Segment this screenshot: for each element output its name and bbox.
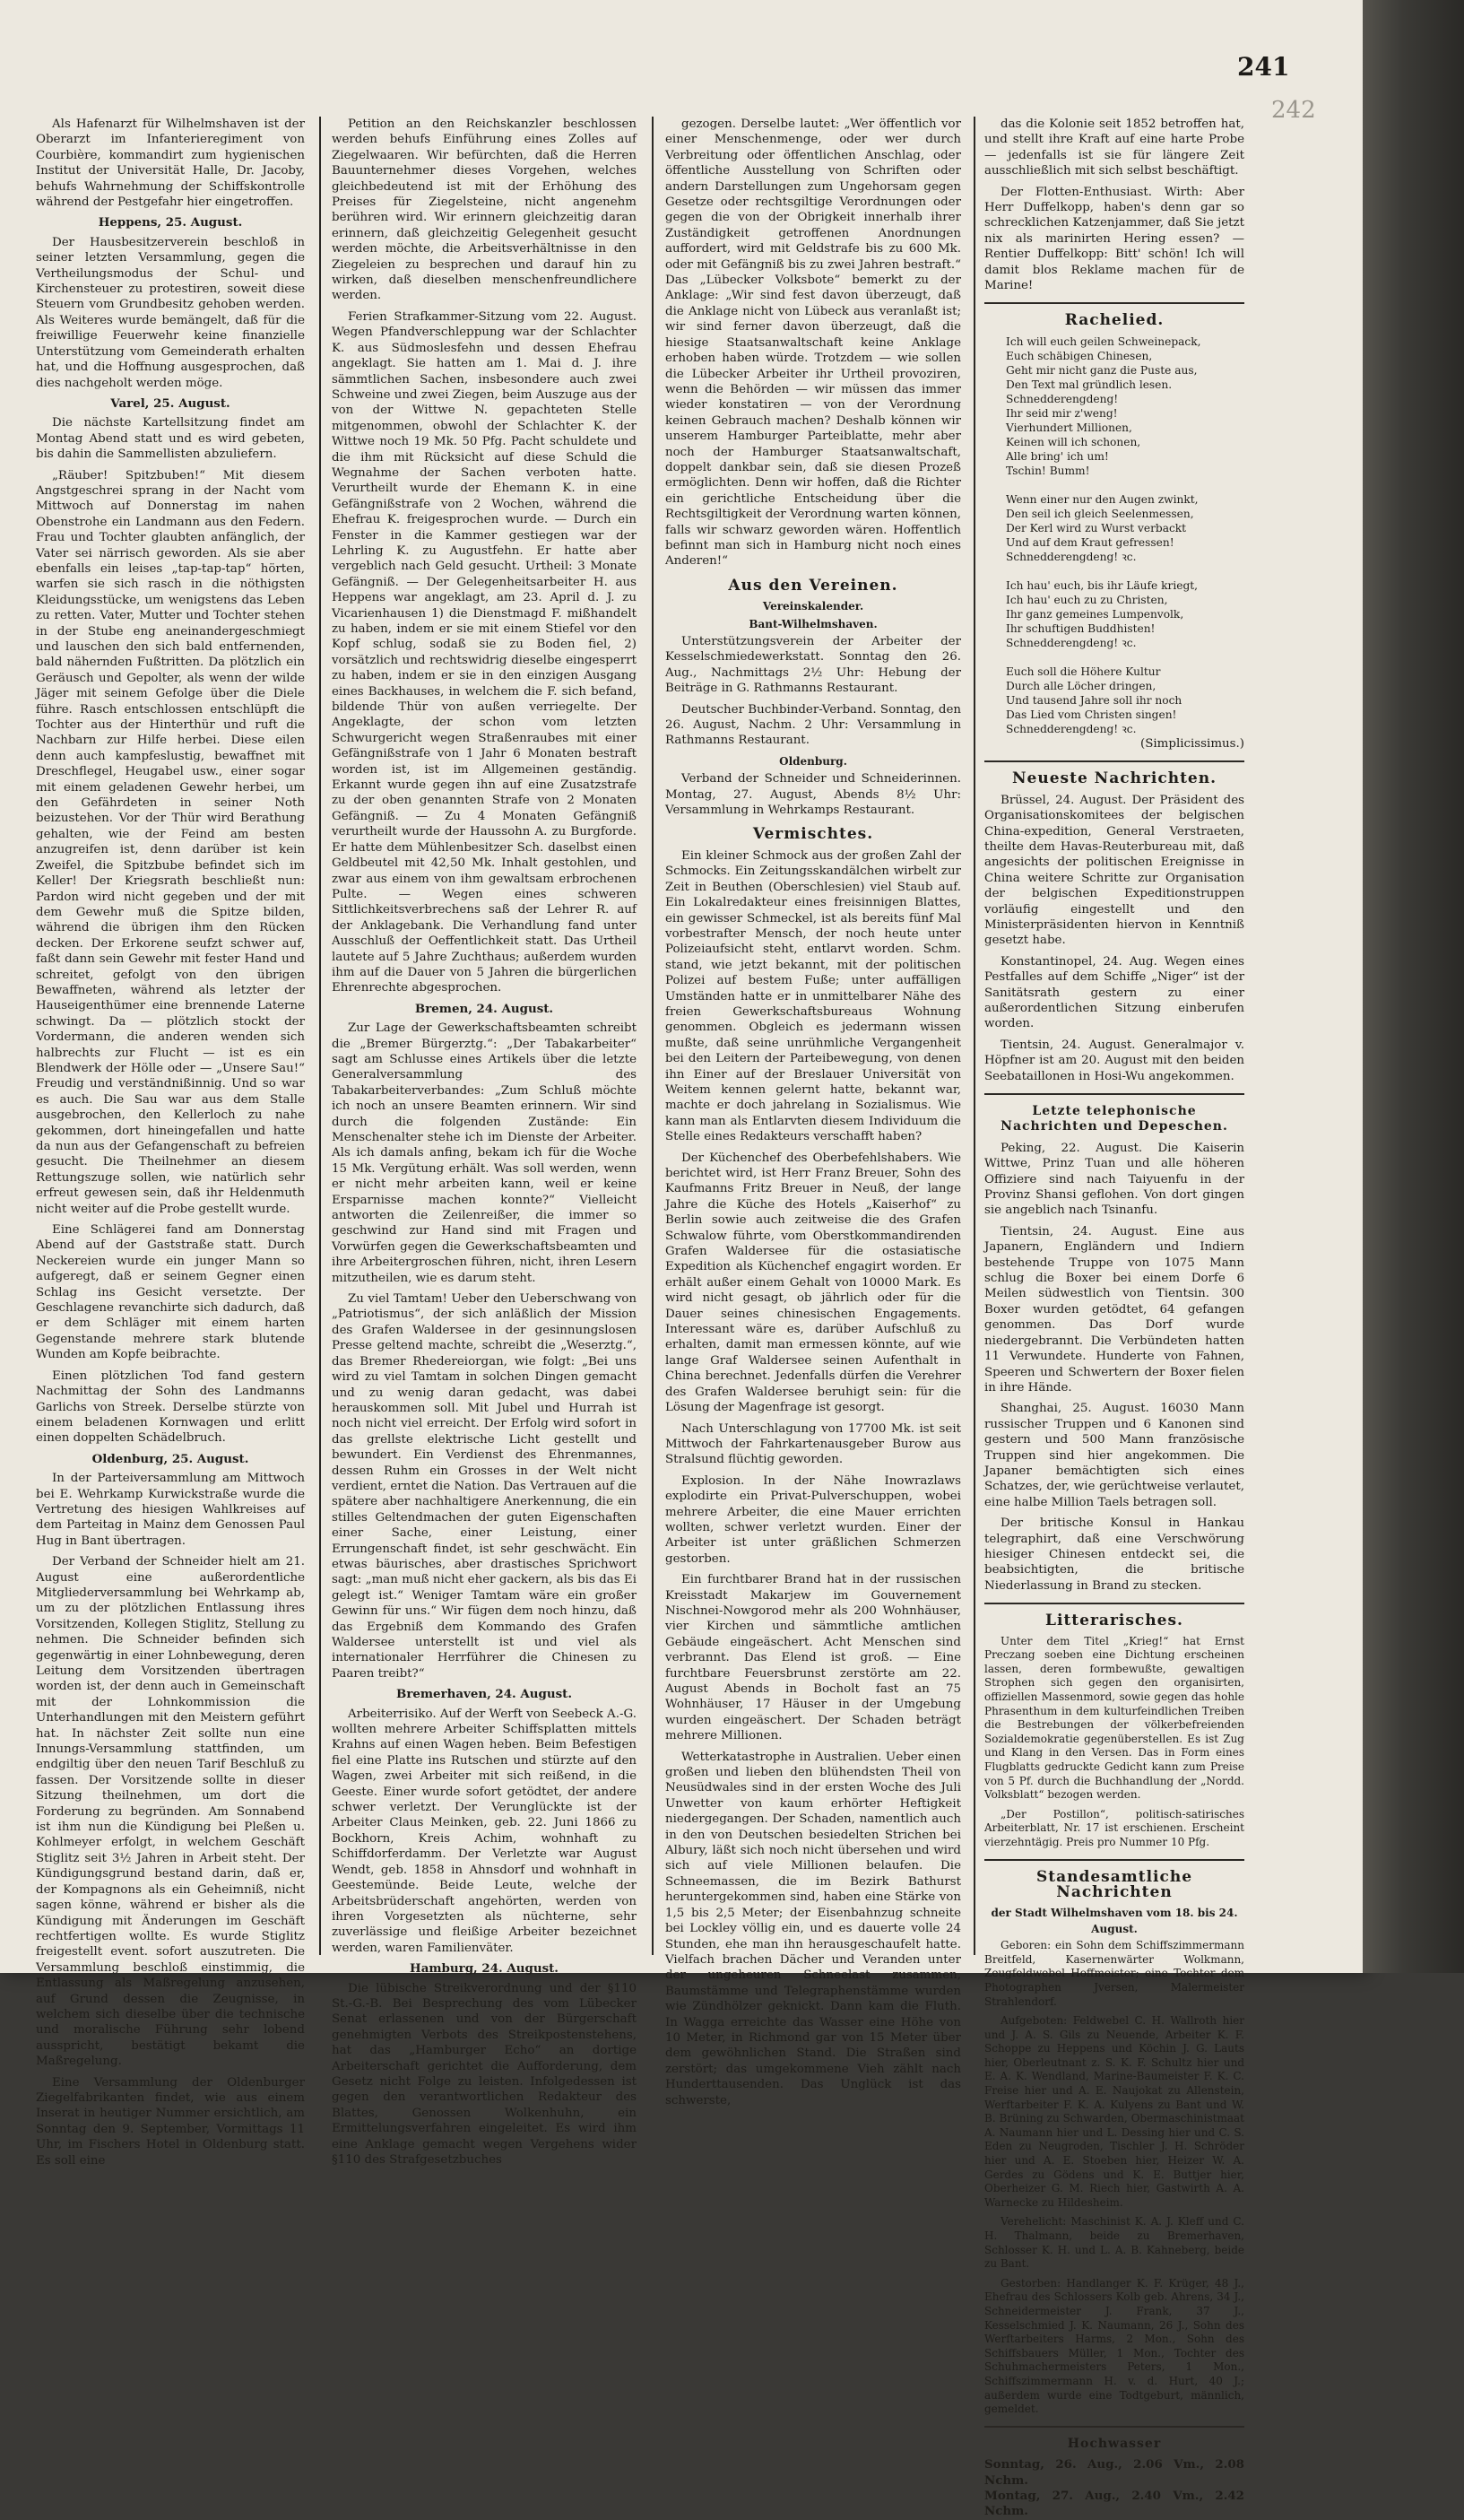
article-paragraph: Der Verband der Schneider hielt am 21. August eine außerordentliche Mitgliederversammlung bei Wehrkamp ab, um zu der plötzlichen Entlassung ihres Vorsitzenden, Kollegen Stiglitz, Stellung zu nehmen. Die Schneider befinden sich gegenwärtig in einer Lohnbewegung, deren Leitung dem Vorsitzenden übertragen worden ist, der denn auch in Gemeinschaft mit der Lohnkommission die Unterhandlungen mit den Meistern geführt hat. In nächster Zeit sollte nun eine Innungs-Versammlung stattfinden, um endgiltig über den neuen Tarif Beschluß zu fassen. Der Vorsitzende sollte in dieser Sitzung theilnehmen, um dort die Forderung zu begründen. Am Sonnabend ist ihm nun die Kündigung bei Pleßen u. Kohlmeyer erfolgt, in welchem Geschäft Stiglitz seit 3½ Jahren in Arbeit steht. Der Kündigungsgrund bestand darin, daß er, der Kompagnons als ein Geheimniß, nicht sagen könne, während er bisher als die Kündigung mit Änderungen im Geschäft rechtfertigen wollte. Es wurde Stiglitz freigestellt event. sofort auszutreten. Die Versammlung beschloß einstimmig, die Entlassung als Maßregelung anzusehen, auf Grund dessen die Zeugnisse, in welchem sich dieselbe über die technische und moralische Führung sehr lobend ausspricht, bestätigt bekamt die Maßregelung. bbox=[36, 1555, 305, 2069]
section-rule bbox=[984, 2426, 1244, 2428]
article-paragraph: Wetterkatastrophe in Australien. Ueber einen großen und lieben den blühendsten Theil von Neusüdwales sind in der ersten Woche des Juli Unwetter von kaum erhörter Heftigkeit niedergegangen. Der Schaden, namentlich auch in den von Deutschen besiedelten Strichen bei Albury, läßt sich noch nicht übersehen und wird sich auf viele Millionen belaufen. Die Schneemassen, die im Bezirk Bathurst heruntergekommen sind, haben eine Stärke von 1,5 bis 2,5 Meter; der Eisenbahnzug schneite bei Lockley völlig ein, und es dauerte volle 24 Stunden, ehe man ihn herausgeschaufelt hatte. Vielfach brachen Dächer und Veranden unter der ungeheuren Schneelast zusammen, Baumstämme und Telegraphenstämme wurden wie Zündhölzer geknickt. Dann kam die Fluth. In Wagga erreichte das Wasser eine Höhe von 10 Meter, in Richmond gar von 15 Meter über dem gewöhnlichen Stand. Die Straßen sind zerstört; das umgekommene Vieh zählt nach Hunderttausenden. Das Unglück ist das schwerste, bbox=[665, 1750, 961, 2107]
page-number-bleedthrough: 242 bbox=[1271, 97, 1316, 124]
column-4 bbox=[984, 117, 1244, 2519]
poem-line bbox=[984, 564, 1244, 578]
tide-time: Montag, 27. Aug., 2.40 Vm., 2.42 Nchm. bbox=[984, 2488, 1244, 2519]
poem-line: Geht mir nicht ganz die Puste aus, bbox=[1006, 363, 1198, 377]
poem-line: Vierhundert Millionen, bbox=[1006, 421, 1132, 434]
section-rule bbox=[984, 302, 1244, 304]
standes-title: Standesamtliche Nachrichten bbox=[1035, 1867, 1193, 1901]
registry-entry: Aufgeboten: Feldwebel C. H. Wallroth hier und J. A. S. Gils zu Neuende, Arbeiter K. F. Schoppe zu Heppens und Köchin J. G. Lauts hier, Oberleutnant z. S. K. F. Schultz hier und E. A. K. Wendland, Marine-Baumeister F. K. C. Freise hier und A. E. Naujokat zu Allenstein, Werftarbeiter F. K. A. Kulyens zu Bant und W. B. Brüning zu Schwarden, Obermaschinistmaat A. Naumann hier und L. Dessing hier und C. S. Eden zu Neugroden, Tischler J. H. Schröder hier und A. E. Stoeben hier, Heizer W. A. Gerdes zu Gödens und K. E. Buttjer hier, Oberheizer G. M. Riech hier, Gastwirth A. A. Warnecke zu Hildesheim. bbox=[984, 2014, 1244, 2209]
article-paragraph: Zur Lage der Gewerkschaftsbeamten schreibt die „Bremer Bürgerztg.“: „Der Tabakarbeiter“ sagt am Schlusse eines Artikels über die letzte Generalversammlung des Tabakarbeiterverbandes: „Zum Schluß möchte ich noch an unsere Beamten erinnern. Wir sind durch die folgenden Zustände: Ein Menschenalter stehe ich im Dienste der Arbeiter. Als ich damals anfing, bekam ich für die Woche 15 Mk. Vergütung erhält. Was soll werden, wenn er nicht mehr arbeiten kann, weil er keine Ersparnisse machen konnte?“ Vielleicht antworten die Zeilenreißer, die immer so geschwind zur Hand sind mit Fragen und Vorwürfen gegen die Gewerkschaftsbeamten und ihre Arbeitergroschen führen, nicht, ihren Lesern mitzutheilen, wie es darum steht. bbox=[332, 1021, 637, 1285]
news-item: Peking, 22. August. Die Kaiserin Wittwe, Prinz Tuan und alle höheren Offiziere sind nach Taiyuenfu in der Provinz Shansi geflohen. Von dort gingen sie angeblich nach Tsinanfu. bbox=[984, 1141, 1244, 1218]
column-rule bbox=[652, 117, 654, 1955]
tide-time: Sonntag, 26. Aug., 2.06 Vm., 2.08 Nchm. bbox=[984, 2457, 1244, 2488]
registry-entry: Geboren: ein Sohn dem Schiffszimmermann Breitfeld, Kasernenwärter Wolkmann, Zeugfeldwebel Hoffmeister; eine Tochter dem Photographen Jversen, Malermeister Strahlendorf. bbox=[984, 1939, 1244, 2008]
poem-line: Ich hau' euch zu zu Christen, bbox=[1006, 593, 1168, 606]
article-paragraph: das die Kolonie seit 1852 betroffen hat, und stellt ihre Kraft auf eine harte Probe — jedenfalls ist sie für längere Zeit ausschließlich mit sich selbst beschäftigt. bbox=[984, 117, 1244, 178]
poem-line: Wenn einer nur den Augen zwinkt, bbox=[1006, 492, 1199, 506]
poem-line: Ihr ganz gemeines Lumpenvolk, bbox=[1006, 607, 1184, 621]
article-paragraph: Explosion. In der Nähe Inowrazlaws explodirte ein Privat-Pulverschuppen, wobei mehrere Arbeiter, die eine Mauer errichten wollten, schwer verletzt wurden. Einer der Arbeiter ist unter gräßlichen Schmerzen gestorben. bbox=[665, 1473, 961, 1566]
article-paragraph: Arbeiterrisiko. Auf der Werft von Seebeck A.-G. wollten mehrere Arbeiter Schiffsplatten mittels Krahns auf einen Wagen heben. Beim Befestigen fiel eine Platte ins Rutschen und stürzte auf den Wagen, zwei Arbeiter mit sich reißend, in die Geeste. Einer wurde sofort getödtet, der andere schwer verletzt. Der Verunglückte ist der Arbeiter Claus Meinken, geb. 22. Juni 1866 zu Bockhorn, Kreis Achim, wohnhaft zu Schiffdorferdamm. Der Verletzte war August Wendt, geb. 1858 in Ahnsdorf und wohnhaft in Geestemünde. Beide Leute, welche der Arbeitsbrüderschaft angehörten, werden von ihren Vorgesetzten als nüchterne, sehr zuverlässige und fleißige Arbeiter bezeichnet werden, waren Familienväter. bbox=[332, 1707, 637, 1955]
section-heading: Vereinskalender. bbox=[762, 600, 864, 613]
article-paragraph: Als Hafenarzt für Wilhelmshaven ist der Oberarzt im Infanterieregiment von Courbière, kommandirt zum hygienischen Institut der Universität Halle, Dr. Jacoby, behufs Wahrnehmung der Schiffskontrolle während der Pestgefahr hier eingetroffen. bbox=[36, 117, 305, 210]
column-2 bbox=[332, 117, 637, 2167]
article-paragraph: Einen plötzlichen Tod fand gestern Nachmittag der Sohn des Landmanns Garlichs von Streek. Derselbe stürzte von einem beladenen Kornwagen und erlitt einen doppelten Schädelbruch. bbox=[36, 1369, 305, 1446]
section-rule bbox=[984, 760, 1244, 762]
poem-line: Keinen will ich schonen, bbox=[1006, 435, 1141, 448]
column-rule bbox=[974, 117, 975, 1955]
article-paragraph: Eine Versammlung der Oldenburger Ziegelfabrikanten findet, wie aus einem Inserat in heutiger Nummer ersichtlich, am Sonntag den 9. September, Vormittags 11 Uhr, im Fischers Hotel in Oldenburg statt. Es soll eine bbox=[36, 2075, 305, 2168]
poem-line: Und tausend Jahre soll ihr noch bbox=[1006, 693, 1182, 707]
article-paragraph: Die lübische Streikverordnung und der §110 St.-G.-B. Bei Besprechung des vom Lübecker Senat erlassenen und von der Bürgerschaft genehmigten Verbots des Streikpostenstehens, hat das „Hamburger Echo“ an dortige Arbeiterschaft gerichtet die Aufforderung, dem Gesetz nicht Folge zu leisten. Infolgedessen ist gegen den verantwortlichen Redakteur des Blattes, Genossen Wolkenhuhn, ein Ermittelungsverfahren eingeleitet. Es wird ihm eine Anklage gemacht wegen Vergehens wider §110 des Strafgesetzbuches bbox=[332, 1981, 637, 2167]
section-heading: Vermischtes. bbox=[752, 825, 874, 844]
page-number: 241 bbox=[1237, 52, 1290, 82]
section-rule bbox=[984, 1859, 1244, 1861]
article-paragraph: Verband der Schneider und Schneiderinnen. Montag, 27. August, Abends 8½ Uhr: Versammlung in Wehrkamps Restaurant. bbox=[665, 772, 961, 818]
article-paragraph: Hamburg, 24. August. bbox=[410, 1961, 559, 1977]
poem-line bbox=[984, 478, 1244, 492]
poem-line: Ihr seid mir z'weng! bbox=[1006, 406, 1118, 420]
poem-line: Und auf dem Kraut gefressen! bbox=[1006, 535, 1174, 549]
literary-item: „Der Postillon“, politisch-satirisches Arbeiterblatt, Nr. 17 ist erschienen. Erscheint vierzehntägig. Preis pro Nummer 10 Pfg. bbox=[984, 1807, 1244, 1848]
article-paragraph: gezogen. Derselbe lautet: „Wer öffentlich vor einer Menschenmenge, oder wer durch Verbreitung oder öffentlichen Anschlag, oder öffentliche Ausstellung von Schriften oder andern Darstellungen zum Ungehorsam gegen Gesetze oder rechtsgiltige Verordnungen oder gegen die von der Obrigkeit innerhalb ihrer Zuständigkeit getroffenen Anordnungen auffordert, wird mit Geldstrafe bis zu 600 Mk. oder mit Gefängniß bis zu zwei Jahren bestraft.“ Das „Lübecker Volksbote“ bemerkt zu der Anklage: „Wir sind fest davon überzeugt, daß die Anklage nicht von Lübeck aus veranlaßt ist; wir sind ferner davon überzeugt, daß die hiesige Staatsanwaltschaft keine Anklage erhoben haben würde. Trotzdem — wie sollen die Lübecker Arbeiter ihr Urtheil provoziren, wenn die Behörden — wir müssen das immer wieder konstatiren — von der Verordnung keinen Gebrauch machen? Deshalb können wir unserem Hamburger Parteiblatte, mehr aber noch der Hamburger Staatsanwaltschaft, doppelt dankbar sein, daß sie diesen Prozeß ermöglichten. Denn wir hoffen, daß die Richter ein gerichtliche Entscheidung über die Rechtsgiltigkeit der Verordnung warten können, falls wir schwarz geworden wären. Hoffentlich befinnt man sich in Hamburg nicht noch eines Anderen!“ bbox=[665, 117, 961, 569]
section-rule bbox=[984, 1093, 1244, 1095]
news-item: Konstantinopel, 24. Aug. Wegen eines Pestfalles auf dem Schiffe „Niger“ ist der Sanitätsrath gestern zu einer außerordentlichen Sitzung einberufen worden. bbox=[984, 954, 1244, 1031]
news-item: Der britische Konsul in Hankau telegraphirt, daß eine Verschwörung hiesiger Chinesen entdeckt sei, die beabsichtigten, die britische Niederlassung in Brand zu stecken. bbox=[984, 1516, 1244, 1593]
article-paragraph: Varel, 25. August. bbox=[110, 395, 230, 411]
poem-line: Alle bring' ich um! bbox=[1006, 449, 1109, 463]
poem-line: Ihr schuftigen Buddhisten! bbox=[1006, 621, 1156, 635]
article-paragraph: Petition an den Reichskanzler beschlossen werden behufs Einführung eines Zolles auf Ziegelwaaren. Wir befürchten, daß die Herren Bauunternehmer dieses Vorgehen, welches gleichbedeutend ist mit der Erhöhung des Preises für Ziegelsteine, nicht angenehm berühren wird. Wir erinnern gleichzeitig daran erinnern, daß gleichzeitig Gelegenheit gesucht werden möchte, die Arbeitsverhältnisse in den Ziegeleien zu besprechen und darauf hin zu wirken, daß dieselben menschenfreundlichere werden. bbox=[332, 117, 637, 303]
depeschen-title: Letzte telephonische Nachrichten und Depeschen. bbox=[1001, 1104, 1228, 1134]
section-heading: Oldenburg. bbox=[779, 754, 847, 768]
column-rule bbox=[319, 117, 321, 1955]
poem-line: Schnedderengdeng! ꝛc. bbox=[1006, 550, 1137, 563]
poem-line: Tschin! Bumm! bbox=[1006, 464, 1090, 477]
article-paragraph: Eine Schlägerei fand am Donnerstag Abend auf der Gaststraße statt. Durch Neckereien wurde ein junger Mann so aufgeregt, daß er seinem Gegner einen Schlag ins Gesicht versetzte. Der Geschlagene revanchirte sich dadurch, daß er dem Schläger mit einem harten Gegenstande mehrere stark blutende Wunden am Kopfe beibrachte. bbox=[36, 1223, 305, 1362]
article-paragraph: Der Hausbesitzerverein beschloß in seiner letzten Versammlung, gegen die Vertheilungsmodus der Schul- und Kirchensteuer zu protestiren, soweit diese Steuern vom Grundbesitz gehoben werden. Als Weiteres wurde bemängelt, daß für die freiwillige Feuerwehr keine finanzielle Unterstützung vom Gemeinderath erhalten hat, und die Hoffnung ausgesprochen, daß dies nachgeholt werden möge. bbox=[36, 235, 305, 390]
section-heading: Aus den Vereinen. bbox=[728, 576, 898, 595]
poem-line: Durch alle Löcher dringen, bbox=[1006, 679, 1156, 692]
poem-line: Euch soll die Höhere Kultur bbox=[1006, 665, 1161, 678]
article-paragraph: Ferien Strafkammer-Sitzung vom 22. August. Wegen Pfandverschleppung war der Schlachter K. aus Südmoslesfehn und dessen Ehefrau angeklagt. Sie hatten am 1. Mai d. J. ihre sämmtlichen Sachen, insbesondere auch zwei Schweine und zwei Ziegen, beim Auszuge aus der von der Wittwe N. gepachteten Stelle mitgenommen, obwohl der Schlachter K. der Wittwe noch 19 Mk. 50 Pfg. Pacht schuldete und die ihm mit Rücksicht auf diese Schuld die Wegnahme der Sachen verboten hatte. Verurtheilt wurde der Ehemann K. in eine Gefängnißstrafe von 2 Wochen, während die Ehefrau K. freigesprochen wurde. — Durch ein Fenster in die Kammer gestiegen war der Lehrling K. zu Augustfehn. Er hatte aber vergeblich nach Geld gesucht. Urtheil: 3 Monate Gefängniß. — Der Gelegenheitsarbeiter H. aus Heppens war angeklagt, am 23. April d. J. zu Vicarienhausen 1) die Dienstmagd F. mißhandelt zu haben, indem er sie mit einem Stiefel vor den Kopf schlug, sodaß sie zu Boden fiel, 2) vorsätzlich und rechtswidrig dieselbe eingesperrt zu haben, indem er sie in den einzigen Ausgang eines Backhauses, in welchem die F. sich befand, bildende Thür von außen verriegelte. Der Angeklagte, der schon vom letzten Schwurgericht wegen Straßenraubes mit einer Gefängnißstrafe von 1 Jahr 6 Monaten bestraft worden ist, ist im Allgemeinen geständig. Erkannt wurde gegen ihn auf eine Zusatzstrafe zu der oben genannten Strafe von 2 Monaten Gefängniß. — Zu 4 Monaten Gefängniß verurtheilt wurde der Haussohn A. zu Burgforde. Er hatte dem Mühlenbesitzer Sch. daselbst einen Geldbeutel mit 42,50 Mk. Inhalt gestohlen, und zwar aus einem von ihm gewaltsam erbrochenen Pulte. — Wegen eines schweren Sittlichkeitsverbrechens saß der Lehrer R. auf der Anklagebank. Die Verhandlung fand unter Ausschluß der Oeffentlichkeit statt. Das Urtheil lautete auf 5 Jahre Zuchthaus; außerdem wurden ihm auf die Dauer von 5 Jahren die bürgerlichen Ehrenrechte abgesprochen. bbox=[332, 309, 637, 995]
article-paragraph: Unterstützungsverein der Arbeiter der Kesselschmiedewerkstatt. Sonntag den 26. Aug., Nachmittags 2½ Uhr: Hebung der Beiträge in G. Rathmanns Restaurant. bbox=[665, 635, 961, 696]
article-paragraph: Ein kleiner Schmock aus der großen Zahl der Schmocks. Ein Zeitungsskandälchen wirbelt zur Zeit in Beuthen (Oberschlesien) viel Staub auf. Ein Lokalredakteur eines freisinnigen Blattes, ein gewisser Schmeckel, ist als bereits fünf Mal vorbestrafter Mensch, der noch heute unter Polizeiaufsicht steht, entlarvt worden. Schm. stand, wie jetzt bekannt, mit der politischen Polizei auf bestem Fuße; unter auffälligen Umständen hatte er in unmittelbarer Nähe des freien Gewerkschaftsbureaus Wohnung genommen. Obgleich es jedermann wissen mußte, daß seine unrühmliche Vergangenheit bei den Leitern der Parteibewegung, von denen ihn Einer auf der Breslauer Universität von Weitem kennen gelernt hatte, bekannt war, machte er doch jahrelang in Sozialismus. Wie kann man als Entlarvten diesem Individuum die Stelle eines Redakteurs verschafft haben? bbox=[665, 848, 961, 1144]
poem-line bbox=[984, 650, 1244, 665]
poem-line: Schnedderengdeng! ꝛc. bbox=[1006, 722, 1137, 735]
article-paragraph: Der Küchenchef des Oberbefehlshabers. Wie berichtet wird, ist Herr Franz Breuer, Sohn des Kaufmanns Fritz Breuer in Neuß, der lange Jahre die Küche des Hotels „Kaiserhof“ zu Berlin sowie auch zeitweise die des Grafen Schwalow führte, vom Oberstkommandirenden Grafen Waldersee für die ostasiatische Expedition als Küchenchef engagirt worden. Er erhält außer einem Gehalt von 10000 Mark. Es wird nicht gesagt, ob jährlich oder für die Dauer seines chinesischen Engagements. Interessant wäre es, darüber Aufschluß zu erhalten, damit man ermessen könnte, auf wie lange Graf Waldersee seinen Aufenthalt in China berechnet. Jedenfalls dürfen die Verehrer des Grafen Waldersee beruhigt sein: für die Lösung der Magenfrage ist gesorgt. bbox=[665, 1151, 961, 1415]
news-item: Tientsin, 24. August. Eine aus Japanern, Engländern und Indiern bestehende Truppe von 1075 Mann schlug die Boxer bei einem Dorfe 6 Meilen südwestlich von Tientsin. 300 Boxer wurden getödtet, 64 gefangen genommen. Das Dorf wurde niedergebrannt. Die Verbündeten hatten 11 Verwundete. Hunderte von Fahnen, Speeren und Schwertern der Boxer fielen in ihre Hände. bbox=[984, 1224, 1244, 1395]
article-paragraph: Die nächste Kartellsitzung findet am Montag Abend statt und es wird gebeten, bis dahin die Sammellisten abzuliefern. bbox=[36, 416, 305, 462]
article-paragraph: Zu viel Tamtam! Ueber den Ueberschwang von „Patriotismus“, der sich anläßlich der Mission des Grafen Waldersee in der gesinnungslosen Presse geltend machte, schreibt die „Weserztg.“, das Bremer Rhedereiorgan, wie folgt: „Bei uns wird zu viel Tamtam in solchen Dingen gemacht und zu wenig daran gedacht, was dabei herauskommen soll. Mit Jubel und Hurrah ist noch nicht viel erreicht. Der Erfolg wird sofort in das grellste elektrische Licht gestellt und bewundert. Ein Verdienst des Ehrenmannes, dessen Ruhm ein Grosses in der Welt nicht verdient, erntet die Nation. Das Vertrauen auf die spätere aber nachhaltigere Anerkennung, die ein stilles Geltendmachen der guten Eigenschaften einer Sache, einer Leistung, einer Errungenschaft findet, ist sehr geschwächt. Ein etwas bäurisches, aber drastisches Sprichwort sagt: „man muß nicht eher gackern, als bis das Ei gelegt ist.“ Weniger Tamtam wäre ein großer Gewinn für uns.“ Wir fügen dem noch hinzu, daß das Ergebniß dem Kommando des Grafen Waldersee unterstellt ist und viel als internationaler Herrführer die Chinesen zu Paaren treibt?“ bbox=[332, 1292, 637, 1681]
section-heading: Bant-Wilhelmshaven. bbox=[749, 617, 878, 630]
poem-line: Euch schäbigen Chinesen, bbox=[1006, 349, 1153, 362]
poem-line: Schnedderengdeng! bbox=[1006, 392, 1119, 405]
poem-title: Rachelied. bbox=[1064, 311, 1165, 330]
poem-line: Den Text mal gründlich lesen. bbox=[1006, 378, 1173, 391]
column-3 bbox=[665, 117, 961, 2107]
poem-line: Ich will euch geilen Schweinepack, bbox=[1006, 335, 1201, 348]
book-edge bbox=[1363, 0, 1464, 1973]
neueste-title: Neueste Nachrichten. bbox=[1011, 769, 1217, 788]
registry-entry: Verehelicht: Maschinist K. A. J. Kleff und C. H. Thalmann, beide zu Bremerhaven, Schlosser K. H. und L. A. B. Kahneberg, beide zu Bant. bbox=[984, 2215, 1244, 2271]
article-paragraph: Deutscher Buchbinder-Verband. Sonntag, den 26. August, Nachm. 2 Uhr: Versammlung in Rathmanns Restaurant. bbox=[665, 702, 961, 748]
article-paragraph: „Räuber! Spitzbuben!“ Mit diesem Angstgeschrei sprang in der Nacht vom Mittwoch auf Donnerstag im nahen Obenstrohe ein Landmann aus den Federn. Frau und Tochter glaubten anfänglich, der Vater sei närrisch geworden. Als sie aber ebenfalls ein leises „tap-tap-tap“ hörten, warfen sie sich rasch in die nöthigsten Kleidungsstücke, um wenigstens das Leben zu retten. Vater, Mutter und Tochter stehen in der Stube eng aneinandergeschmiegt und lauschen den sich bald entfernenden, bald nähernden Fußtritten. Da plötzlich ein Geräusch und Gepolter, als wenn der wilde Jäger mit seinem Gefolge über die Diele führe. Rasch entschlossen entschlüpft die Tochter aus der Hinterthür und ruft die Nachbarn zur Hilfe herbei. Diese eilen denn auch kampfeslustig, bewaffnet mit Dreschflegel, Heugabel usw., einer sogar mit einem geladenen Gewehr herbei, um den Gefährdeten in seiner Noth beizustehen. Vor der Thür wird Berathung gehalten, wie der Feind am besten anzugreifen ist, denn darüber ist kein Zweifel, die Spitzbube befindet sich im Keller! Der Kriegsrath beschließt nun: Pardon wird nicht gegeben und der mit dem Gewehr muß die Spitze bilden, während die übrigen ihm den Rücken decken. Der Erkorene seufzt schwer auf, faßt dann sein Gewehr mit fester Hand und schreitet, gefolgt von den übrigen Bewaffneten, während als letzter der Hauseigenthümer eine brennende Laterne schwingt. Da — plötzlich stockt der Vordermann, die anderen wenden sich halbrechts zur Flucht — ist es ein Blendwerk der Hölle oder — „Unsere Sau!“ Freudig und verständnißinnig. Und so war es auch. Die Sau war aus dem Stalle ausgebrochen, den Kellerloch zu nahe gekommen, dort hineingefallen und hatte da nun aus der Gefangenschaft zu befreien gesucht. Die Theilnehmer an diesem Rettungszuge sollen, wie natürlich sehr erfreut gewesen sein, daß ihr Heldenmuth nicht weiter auf die Probe gestellt wurde. bbox=[36, 468, 305, 1216]
poem-line: Der Kerl wird zu Wurst verbackt bbox=[1006, 521, 1187, 534]
article-paragraph: In der Parteiversammlung am Mittwoch bei E. Wehrkamp Kurwickstraße wurde die Vertretung des hiesigen Wahlkreises auf dem Parteitag in Mainz dem Genossen Paul Hug in Bant übertragen. bbox=[36, 1472, 305, 1548]
poem-line: Das Lied vom Christen singen! bbox=[1006, 708, 1177, 721]
poem-line: Schnedderengdeng! ꝛc. bbox=[1006, 636, 1137, 649]
literary-item: Unter dem Titel „Krieg!“ hat Ernst Preczang soeben eine Dichtung erscheinen lassen, deren formbewußte, gewaltigen Strophen sich gegen den organisirten, offiziellen Massenmord, sowie gegen das hohle Phrasenthum in dem kulturfeindlichen Treiben die Bestrebungen der völkerbefreienden Sozialdemokratie gegenüberstellen. Es ist Zug und Klang in den Versen. Das in Form eines Flugblatts gedruckte Gedicht kann zum Preise von 5 Pf. durch die Buchhandlung der „Nordd. Volksblatt“ bezogen werden. bbox=[984, 1634, 1244, 1802]
litterar-title: Litterarisches. bbox=[1045, 1612, 1183, 1630]
poem-credit: (Simplicissimus.) bbox=[1140, 736, 1244, 751]
poem-line: Den seil ich gleich Seelenmessen, bbox=[1006, 507, 1194, 520]
article-paragraph: Ein furchtbarer Brand hat in der russischen Kreisstadt Makarjew im Gouvernement Nischnei-Nowgorod mehr als 200 Wohnhäuser, vier Kirchen und sämmtliche amtlichen Gebäude eingeäschert. Acht Menschen sind verbrannt. Das Elend ist groß. — Eine furchtbare Feuersbrunst zerstörte am 22. August Abends in Bocholt fast an 75 Wohnhäuser, 17 Häuser in der Umgebung wurden eingeäschert. Der Schaden beträgt mehrere Millionen. bbox=[665, 1573, 961, 1743]
news-item: Tientsin, 24. August. Generalmajor v. Höpfner ist am 20. August mit den beiden Seebataillonen in Hosi-Wu angekommen. bbox=[984, 1038, 1244, 1083]
news-item: Brüssel, 24. August. Der Präsident des Organisationskomitees der belgischen China-expedition, General Verstraeten, theilte dem Havas-Reuterbureau mit, daß angesichts der politischen Ereignisse in China weitere Schritte zur Organisation der belgischen Expeditionstruppen vorläufig eingestellt und den Ministerpräsidenten hiervon in Kenntniß gesetzt habe. bbox=[984, 793, 1244, 948]
article-paragraph: Heppens, 25. August. bbox=[98, 215, 243, 230]
hochwasser-title: Hochwasser bbox=[1067, 2436, 1162, 2451]
standes-subtitle: der Stadt Wilhelmshaven vom 18. bis 24. August. bbox=[991, 1907, 1238, 1935]
article-paragraph: Nach Unterschlagung von 17700 Mk. ist seit Mittwoch der Fahrkartenausgeber Burow aus Stralsund flüchtig geworden. bbox=[665, 1421, 961, 1467]
poem-line: Ich hau' euch, bis ihr Läufe kriegt, bbox=[1006, 578, 1199, 592]
article-paragraph: Bremen, 24. August. bbox=[414, 1001, 554, 1016]
news-item: Shanghai, 25. August. 16030 Mann russischer Truppen und 6 Kanonen sind gestern und 500 Mann französische Truppen sind hier angekommen. Die Japaner bemächtigten sich eines Schatzes, der, wie gerüchtweise verlautet, eine halbe Million Taels betragen soll. bbox=[984, 1402, 1244, 1509]
article-paragraph: Der Flotten-Enthusiast. Wirth: Aber Herr Duffelkopp, haben's denn gar so schrecklichen Katzenjammer, daß Sie jetzt nix als marinirten Hering essen? — Rentier Duffelkopp: Bitt' schön! Ich will damit blos Reklame machen für de Marine! bbox=[984, 185, 1244, 293]
article-paragraph: Oldenburg, 25. August. bbox=[91, 1451, 249, 1466]
registry-entry: Gestorben: Handlanger K. F. Krüger, 48 J., Ehefrau des Schlossers Kolb geb. Ahrens, 34 J., Schneidermeister J. Frank, 37 J., Kesselschmied J. K. Naumann, 26 J., Sohn des Werftarbeiters Harms, 2 Mon., Sohn des Schiffsbauers Müller, 1 Mon., Tochter des Schuhmachermeisters Peters, 1 Mon., Schiffszimmermann H. v. d. Hurt, 40 J.; außerdem wurde eine Todtgeburt, männlich, gemeldet. bbox=[984, 2276, 1244, 2416]
article-paragraph: Bremerhaven, 24. August. bbox=[396, 1687, 572, 1702]
column-1 bbox=[36, 117, 305, 2168]
section-rule bbox=[984, 1603, 1244, 1604]
